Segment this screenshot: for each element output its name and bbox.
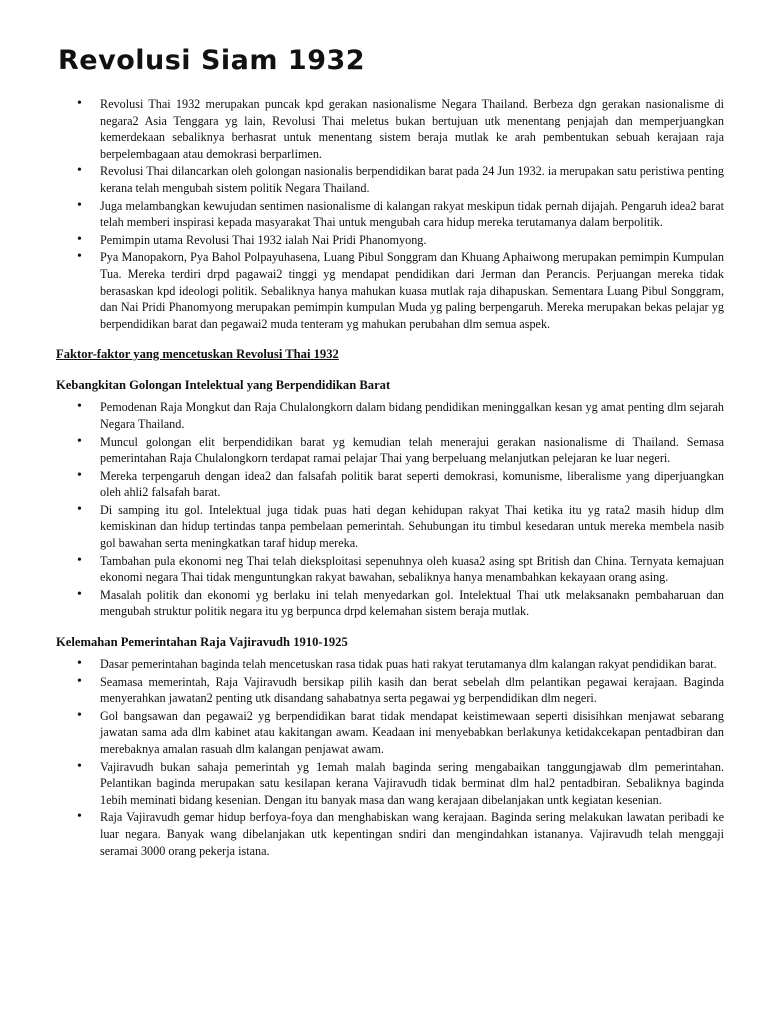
list-item: • Gol bangsawan dan pegawai2 yg berpendidikan barat tidak mendapat keistimewaan seperti disisihkan menjawat sebarang jawatan sama ada dlm kabinet atau kakitangan awam. Keadaan ini menyebabkan berlakunya ketidakcekapan pentadbiran dan merebaknya amalan rasuah dlm kalangan penjawat awam. — [56, 708, 724, 758]
list-item: • Revolusi Thai 1932 merupakan puncak kpd gerakan nasionalisme Negara Thailand. Berbeza dgn gerakan nasionalisme di negara2 Asia Tenggara yg lain, Revolusi Thai meletus bukan bertujuan utk menentang penjajah dan memperjuangkan kemerdekaan sebaliknya berhasrat untuk menentang sistem beraja mutlak ke arah pembentukan sebuah kerajaan raja berpelembagaan atau demokrasi berparlimen. — [56, 96, 724, 162]
list-item: • Di samping itu gol. Intelektual juga tidak puas hati degan kehidupan rakyat Thai ketika itu yg rata2 masih hidup dlm kemiskinan dan hidup tertindas tanpa pembelaan pemerintah. Sehubungan itu timbul kesedaran untuk mereka membela nasib gol bawahan serta meningkatkan taraf hidup mereka. — [56, 502, 724, 552]
page-title: Revolusi Siam 1932 — [58, 45, 366, 76]
list-item: • Muncul golongan elit berpendidikan barat yg kemudian telah menerajui gerakan nasionalisme di Thailand. Semasa pemerintahan Raja Chulalongkorn terdapat ramai pelajar Thai yang berpeluang melanjutkan pelejaran ke luar negeri. — [56, 434, 724, 467]
list-item: • Revolusi Thai dilancarkan oleh golongan nasionalis berpendidikan barat pada 24 Jun 1932. ia merupakan satu peristiwa penting kerana telah mengubah sistem politik Negara Thailand. — [56, 163, 724, 196]
section-heading-intellectuals: Kebangkitan Golongan Intelektual yang Berpendidikan Barat — [56, 378, 391, 393]
list-item: • Pemodenan Raja Mongkut dan Raja Chulalongkorn dalam bidang pendidikan meninggalkan kesan yg amat penting dlm sejarah Negara Thailand. — [56, 399, 724, 432]
section2-list — [56, 656, 724, 859]
list-item: • Raja Vajiravudh gemar hidup berfoya-foya dan menghabiskan wang kerajaan. Baginda sering melakukan lawatan peribadi ke luar negara. Banyak wang dibelanjakan utk kepentingan sndiri dan mengindahkan istananya. Vajiravudh telah menggaji seramai 3000 orang pekerja istana. — [56, 809, 724, 859]
section1-list — [56, 399, 724, 620]
list-item: • Tambahan pula ekonomi neg Thai telah dieksploitasi sepenuhnya oleh kuasa2 asing spt British dan China. Ternyata kemajuan ekonomi negara Thai tidak menguntungkan rakyat bawahan, sebaliknya hanya menambahkan kekayaan orang asing. — [56, 553, 724, 586]
list-item: • Vajiravudh bukan sahaja pemerintah yg 1emah malah baginda sering mengabaikan tanggungjawab dlm pemerintahan. Pelantikan baginda merupakan satu kesilapan kerana Vajiravudh tidak berminat dlm hal2 pentadbiran. Sebaliknya baginda 1ebih meminati bidang kesenian. Dengan itu banyak masa dan wang kerajaan dibelanjakan untk kegiatan kesenian. — [56, 759, 724, 809]
list-item: • Pemimpin utama Revolusi Thai 1932 ialah Nai Pridi Phanomyong. — [56, 232, 724, 249]
list-item: • Masalah politik dan ekonomi yg berlaku ini telah menyedarkan gol. Intelektual Thai utk melaksanakn pembaharuan dan mengubah struktur politik negara itu yg berpunca drpd kelemahan sistem beraja mutlak. — [56, 587, 724, 620]
list-item: • Seamasa memerintah, Raja Vajiravudh bersikap pilih kasih dan berat sebelah dlm pelantikan pegawai kerajaan. Baginda menyerahkan jawatan2 penting utk disandang sahabatnya serta pegawai yg berpendidikan dlm negeri. — [56, 674, 724, 707]
section-heading-vajiravudh: Kelemahan Pemerintahan Raja Vajiravudh 1910-1925 — [56, 635, 348, 650]
list-item: • Juga melambangkan kewujudan sentimen nasionalisme di kalangan rakyat meskipun tidak pernah dijajah. Pengaruh idea2 barat telah memberi inspirasi kepada masyarakat Thai untuk mengubah cara hidup mereka terutamanya dalam berpolitik. — [56, 198, 724, 231]
factors-heading: Faktor-faktor yang mencetuskan Revolusi Thai 1932 — [56, 347, 339, 362]
list-item: • Dasar pemerintahan baginda telah mencetuskan rasa tidak puas hati rakyat terutamanya dlm kalangan rakyat pendidikan barat. — [56, 656, 724, 673]
intro-list — [56, 96, 724, 332]
list-item: • Mereka terpengaruh dengan idea2 dan falsafah politik barat seperti demokrasi, komunisme, liberalisme yang diperjuangkan oleh ahli2 falsafah barat. — [56, 468, 724, 501]
list-item: • Pya Manopakorn, Pya Bahol Polpayuhasena, Luang Pibul Songgram dan Khuang Aphaiwong merupakan pemimpin Kumpulan Tua. Mereka terdiri drpd pagawai2 tinggi yg mendapat pendidikan dari Jerman dan Perancis. Perjuangan mereka tidak berasaskan kpd ideologi politik. Sebaliknya hanya mahukan kuasa mutlak raja dihapuskan. Sementara Luang Pibul Songgram, dan Nai Pridi Phanomyong merupakan pemimpin kumpulan Muda yg paling berpengaruh. Mereka merupakan bekas pelajar yg berpendidikan barat dan pegawai2 muda tenteram yg mahukan perubahan dlm semua aspek. — [56, 249, 724, 332]
